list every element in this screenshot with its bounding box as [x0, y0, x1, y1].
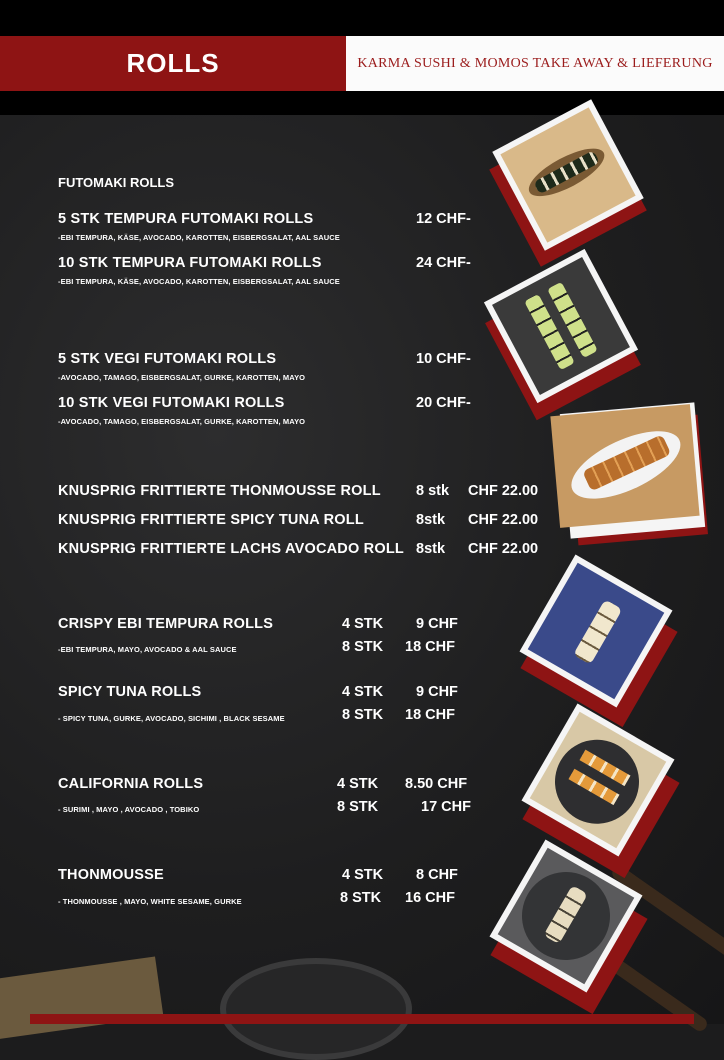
menu-item-name: KNUSPRIG FRITTIERTE SPICY TUNA ROLL	[58, 512, 364, 528]
menu-item-description: -AVOCADO, TAMAGO, EISBERGSALAT, GURKE, KAROTTEN, MAYO	[58, 373, 306, 382]
menu-item-price: 8 CHF	[416, 867, 458, 883]
menu-item-price: 18 CHF	[405, 707, 455, 723]
shop-banner	[346, 36, 724, 91]
menu-item-price: 12 CHF-	[416, 211, 471, 227]
menu-item-price: CHF 22.00	[468, 512, 539, 528]
menu-item-qty: 8 STK	[340, 890, 382, 906]
menu-item-qty: 4 STK	[342, 684, 384, 700]
menu-item-qty: 8 STK	[342, 707, 384, 723]
menu-item-name: 10 STK TEMPURA FUTOMAKI ROLLS	[58, 255, 322, 271]
menu-item-qty: 8 STK	[337, 799, 379, 815]
crispy-ebi-photo	[528, 565, 673, 715]
menu-item-qty: 4 STK	[342, 616, 384, 632]
menu-item-name: CRISPY EBI TEMPURA ROLLS	[58, 616, 274, 632]
top-black-bar	[0, 0, 724, 36]
menu-item-price: 17 CHF	[421, 799, 471, 815]
menu-item-price: 10 CHF-	[416, 351, 471, 367]
menu-item-name: 5 STK TEMPURA FUTOMAKI ROLLS	[58, 211, 314, 227]
menu-item-price: CHF 22.00	[468, 483, 539, 499]
thonmousse-photo	[498, 848, 643, 998]
menu-item-name: CALIFORNIA ROLLS	[58, 776, 204, 792]
menu-item-name: KNUSPRIG FRITTIERTE THONMOUSSE ROLL	[58, 483, 381, 499]
bottom-accent-line	[30, 1014, 694, 1024]
menu-item-description: -AVOCADO, TAMAGO, EISBERGSALAT, GURKE, KAROTTEN, MAYO	[58, 417, 306, 426]
vegi-futomaki-photo	[492, 255, 637, 410]
menu-item-price: 9 CHF	[416, 616, 458, 632]
menu-item-description: -EBI TEMPURA, KÄSE, AVOCADO, KAROTTEN, EISBERGSALAT, AAL SAUCE	[58, 277, 340, 286]
menu-item-price: 18 CHF	[405, 639, 455, 655]
menu-item-qty: 4 STK	[342, 867, 384, 883]
menu-item-qty: 8 STK	[342, 639, 384, 655]
soy-sauce-bowl	[220, 958, 412, 1060]
menu-item-qty: 8stk	[416, 512, 446, 528]
menu-item-name: KNUSPRIG FRITTIERTE LACHS AVOCADO ROLL	[58, 541, 404, 557]
menu-item-name: 5 STK VEGI FUTOMAKI ROLLS	[58, 351, 277, 367]
menu-item-price: 16 CHF	[405, 890, 455, 906]
menu-item-price: 24 CHF-	[416, 255, 471, 271]
menu-item-price: 8.50 CHF	[405, 776, 468, 792]
futomaki-board-photo	[500, 105, 640, 255]
menu-item-description: - THONMOUSSE , MAYO, WHITE SESAME, GURKE	[58, 897, 242, 906]
menu-item-price: CHF 22.00	[468, 541, 539, 557]
menu-item-name: THONMOUSSE	[58, 867, 164, 883]
menu-item-description: - SURIMI , MAYO , AVOCADO , TOBIKO	[58, 805, 200, 814]
menu-item-price: 9 CHF	[416, 684, 458, 700]
page-title: ROLLS	[126, 48, 220, 78]
section-heading-futomaki: FUTOMAKI ROLLS	[58, 175, 175, 190]
menu-item-qty: 4 STK	[337, 776, 379, 792]
menu-item-description: - SPICY TUNA, GURKE, AVOCADO, SICHIMI , BLACK SESAME	[58, 714, 285, 723]
menu-item-description: -EBI TEMPURA, MAYO, AVOCADO & AAL SAUCE	[58, 645, 237, 654]
menu-item-name: SPICY TUNA ROLLS	[58, 684, 202, 700]
menu-item-description: -EBI TEMPURA, KÄSE, AVOCADO, KAROTTEN, EISBERGSALAT, AAL SAUCE	[58, 233, 340, 242]
menu-item-name: 10 STK VEGI FUTOMAKI ROLLS	[58, 395, 285, 411]
menu-item-price: 20 CHF-	[416, 395, 471, 411]
fried-roll-photo	[555, 400, 715, 550]
title-banner	[0, 36, 346, 91]
shop-name: KARMA SUSHI & MOMOS TAKE AWAY & LIEFERUNG	[357, 55, 713, 71]
menu-item-qty: 8stk	[416, 541, 446, 557]
california-roll-photo	[530, 712, 675, 862]
menu-item-qty: 8 stk	[416, 483, 450, 499]
